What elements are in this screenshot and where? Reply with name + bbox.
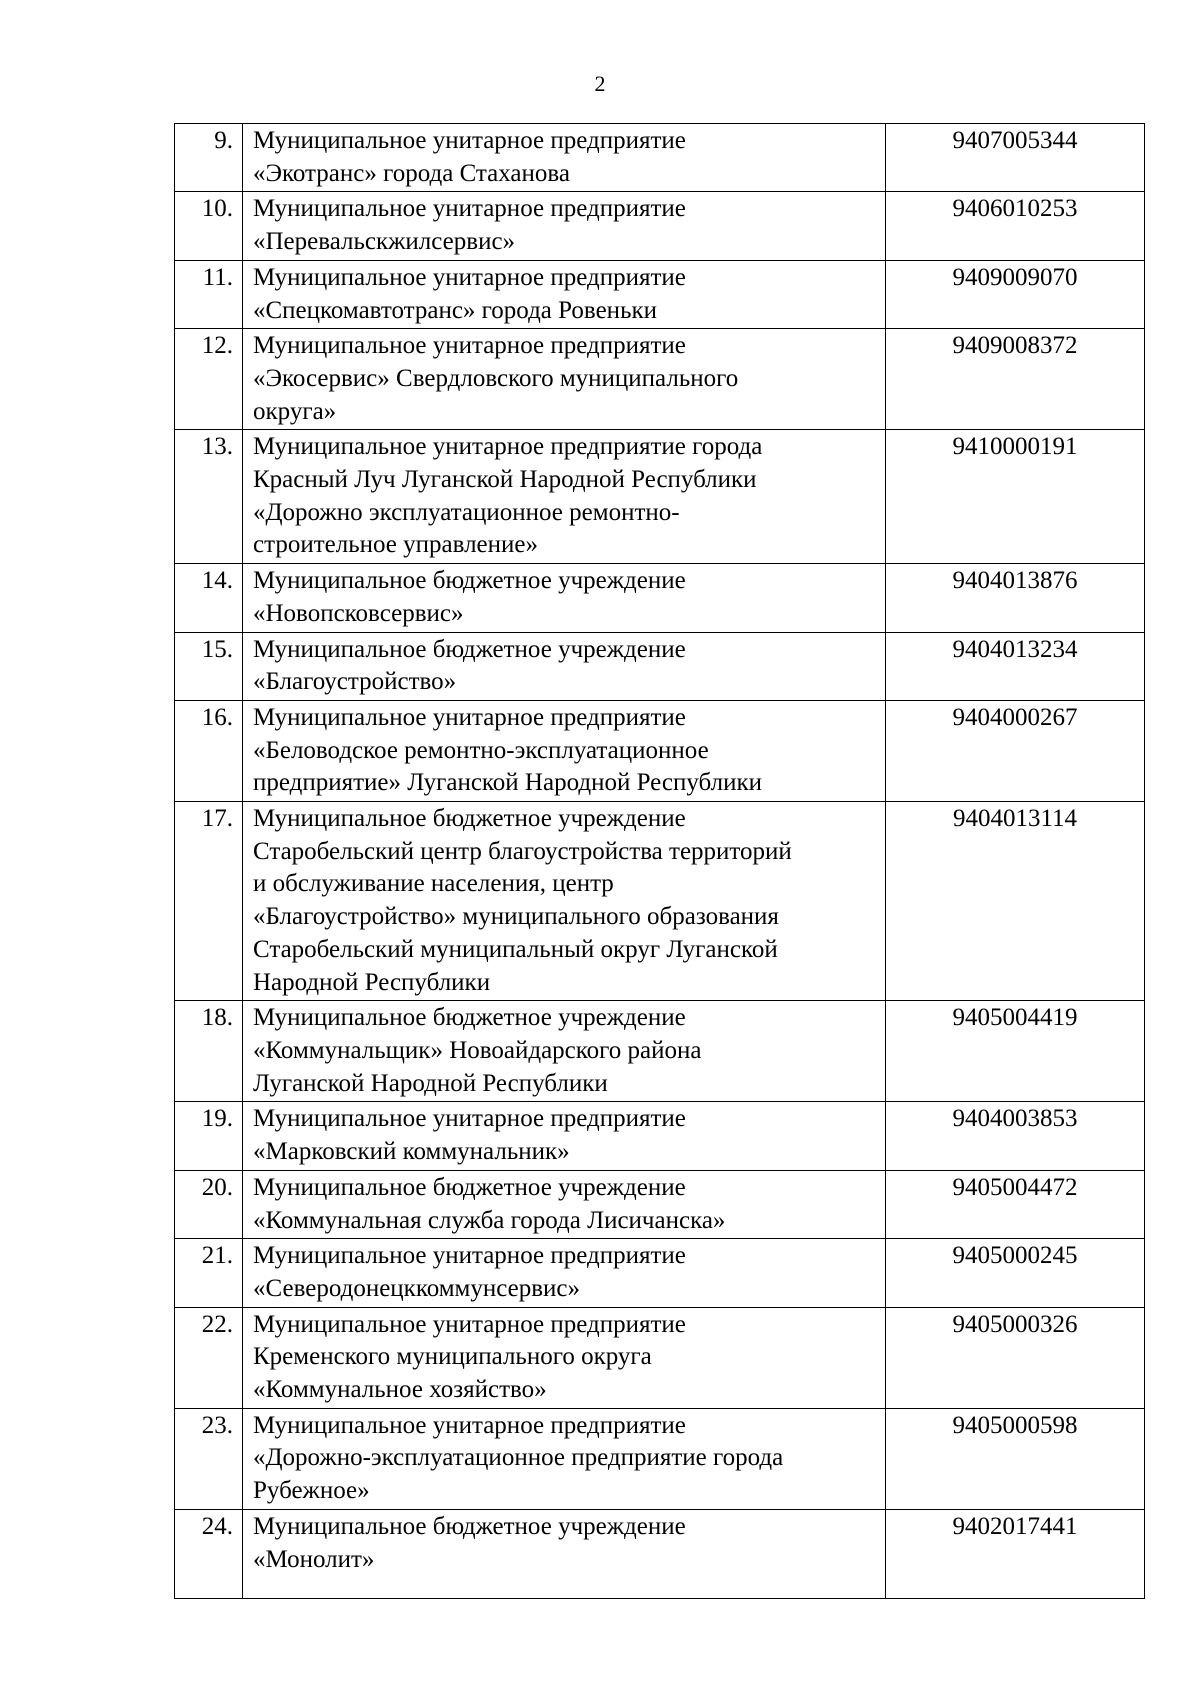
organization-name-line: «Экотранс» города Стаханова: [253, 159, 570, 187]
registration-code: 9410000191: [886, 430, 1145, 564]
table-row: [175, 1102, 1145, 1170]
registration-code: 9402017441: [886, 1509, 1145, 1598]
organization-name-line: «Дорожно эксплуатационное ремонтно-: [253, 498, 680, 526]
registration-code: 9405000598: [886, 1408, 1145, 1509]
organizations-table: [174, 123, 1145, 1599]
row-number: 20.: [175, 1170, 243, 1238]
row-number: 13.: [175, 430, 243, 564]
table-row: [175, 192, 1145, 260]
table-row: [175, 124, 1145, 192]
registration-code: 9405004419: [886, 1001, 1145, 1102]
table-body: [175, 124, 1145, 1599]
row-number: 22.: [175, 1307, 243, 1408]
table-row: [175, 632, 1145, 700]
organization-name-line: «Перевальскжилсервис»: [253, 228, 516, 256]
organization-name: [243, 564, 886, 632]
organization-name: [243, 700, 886, 801]
table-row: [175, 1408, 1145, 1509]
organization-name-line: «Коммунальщик» Новоайдарского района: [253, 1036, 702, 1064]
organization-name-line: «Новопсковсервис»: [253, 599, 464, 627]
organization-name: [243, 802, 886, 1001]
row-number: 11.: [175, 260, 243, 328]
organization-name-line: Рубежное»: [253, 1477, 370, 1505]
table-row: [175, 1001, 1145, 1102]
organization-name-line: Муниципальное унитарное предприятие: [253, 1242, 686, 1270]
organization-name-line: Муниципальное бюджетное учреждение: [253, 635, 686, 663]
organization-name: [243, 124, 886, 192]
registration-code: 9404003853: [886, 1102, 1145, 1170]
organization-name-line: Муниципальное бюджетное учреждение: [253, 1173, 686, 1201]
table-row: [175, 802, 1145, 1001]
table-row: [175, 329, 1145, 430]
organization-name-line: Муниципальное унитарное предприятие: [253, 195, 686, 223]
organization-name: [243, 260, 886, 328]
organization-name-line: Муниципальное унитарное предприятие: [253, 332, 686, 360]
row-number: 21.: [175, 1239, 243, 1307]
organization-name: [243, 1001, 886, 1102]
organization-name-line: Муниципальное унитарное предприятие: [253, 703, 686, 731]
organization-name-line: Старобельский муниципальный округ Луганской: [253, 935, 778, 963]
organization-name: [243, 1239, 886, 1307]
organization-name-line: строительное управление»: [253, 531, 539, 559]
registration-code: 9409009070: [886, 260, 1145, 328]
table-row: [175, 1239, 1145, 1307]
row-number: 9.: [175, 124, 243, 192]
organization-name: [243, 1408, 886, 1509]
organization-name-line: «Беловодское ремонтно-эксплуатационное: [253, 736, 709, 764]
organization-name: [243, 329, 886, 430]
organization-name-line: Муниципальное унитарное предприятие: [253, 1310, 686, 1338]
registration-code: 9405000245: [886, 1239, 1145, 1307]
organization-name-line: Муниципальное унитарное предприятие города: [253, 433, 763, 461]
organization-name-line: Муниципальное унитарное предприятие: [253, 1105, 686, 1133]
registration-code: 9404013114: [886, 802, 1145, 1001]
organization-name-line: «Коммунальное хозяйство»: [253, 1376, 547, 1404]
row-number: 18.: [175, 1001, 243, 1102]
row-number: 15.: [175, 632, 243, 700]
organization-name-line: Муниципальное бюджетное учреждение: [253, 567, 686, 595]
organization-name-line: Муниципальное бюджетное учреждение: [253, 1004, 686, 1032]
organization-name: [243, 1170, 886, 1238]
organization-name-line: «Коммунальная служба города Лисичанска»: [253, 1206, 726, 1234]
table-row: [175, 430, 1145, 564]
organization-name-line: Муниципальное унитарное предприятие: [253, 127, 686, 154]
row-number: 17.: [175, 802, 243, 1001]
organization-name-line: округа»: [253, 397, 337, 425]
organization-name-line: Муниципальное унитарное предприятие: [253, 263, 686, 291]
table-row: [175, 564, 1145, 632]
organization-name: [243, 1307, 886, 1408]
organization-name-line: «Спецкомавтотранс» города Ровеньки: [253, 296, 657, 324]
registration-code: 9405000326: [886, 1307, 1145, 1408]
organization-name-line: «Дорожно-эксплуатационное предприятие города: [253, 1444, 784, 1472]
organization-name-line: Луганской Народной Республики: [253, 1069, 608, 1097]
organization-name-line: Старобельский центр благоустройства территорий: [253, 837, 792, 865]
row-number: 10.: [175, 192, 243, 260]
registration-code: 9407005344: [886, 124, 1145, 192]
row-number: 12.: [175, 329, 243, 430]
organization-name: [243, 1102, 886, 1170]
registration-code: 9405004472: [886, 1170, 1145, 1238]
organization-name-line: «Монолит»: [253, 1545, 375, 1573]
organization-name-line: Муниципальное бюджетное учреждение: [253, 805, 686, 833]
table-row: [175, 1509, 1145, 1598]
row-number: 16.: [175, 700, 243, 801]
organization-name-line: Кременского муниципального округа: [253, 1343, 652, 1371]
row-number: 23.: [175, 1408, 243, 1509]
registration-code: 9404000267: [886, 700, 1145, 801]
table-row: [175, 1170, 1145, 1238]
table-row: [175, 700, 1145, 801]
table-row: [175, 1307, 1145, 1408]
organization-name: [243, 430, 886, 564]
page-number: 2: [594, 71, 606, 96]
table-row: [175, 260, 1145, 328]
organization-name-line: «Экосервис» Свердловского муниципального: [253, 364, 739, 392]
registration-code: 9406010253: [886, 192, 1145, 260]
organization-name-line: «Северодонецккоммунсервис»: [253, 1274, 581, 1302]
registration-code: 9409008372: [886, 329, 1145, 430]
organization-name: [243, 192, 886, 260]
organization-name-line: и обслуживание населения, центр: [253, 870, 614, 898]
row-number: 14.: [175, 564, 243, 632]
row-number: 24.: [175, 1509, 243, 1598]
organization-name-line: «Благоустройство»: [253, 668, 457, 696]
registration-code: 9404013234: [886, 632, 1145, 700]
organization-name-line: «Благоустройство» муниципального образования: [253, 903, 779, 931]
organization-name: [243, 1509, 886, 1598]
organization-name: [243, 632, 886, 700]
organization-name-line: Муниципальное бюджетное учреждение: [253, 1512, 686, 1540]
organization-name-line: предприятие» Луганской Народной Республики: [253, 769, 763, 797]
row-number: 19.: [175, 1102, 243, 1170]
registration-code: 9404013876: [886, 564, 1145, 632]
organization-name-line: Муниципальное унитарное предприятие: [253, 1411, 686, 1439]
organization-name-line: Красный Луч Луганской Народной Республики: [253, 466, 757, 494]
organization-name-line: Народной Республики: [253, 968, 491, 996]
organization-name-line: «Марковский коммунальник»: [253, 1138, 570, 1166]
